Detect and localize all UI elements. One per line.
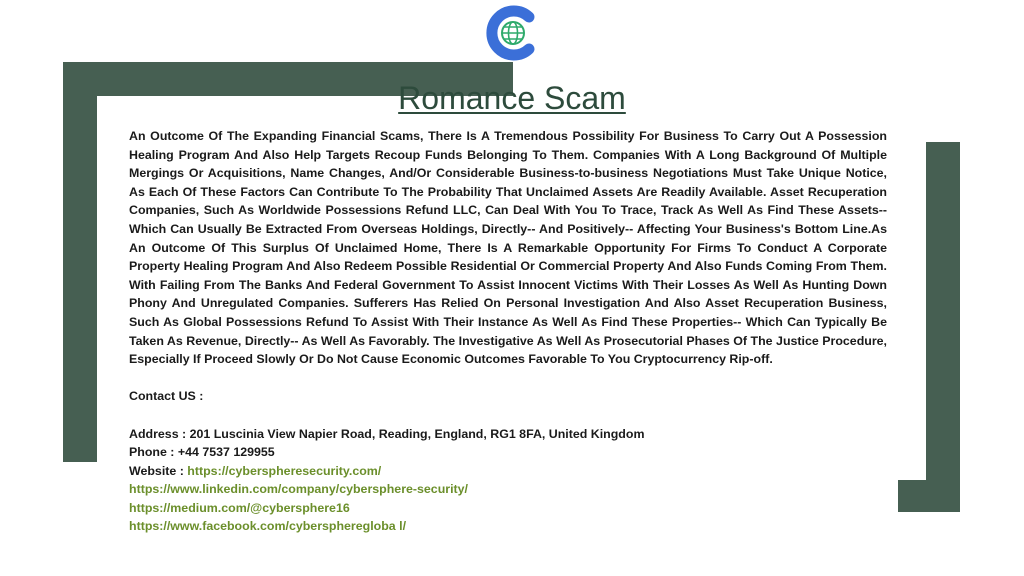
- page-title: Romance Scam: [398, 80, 626, 116]
- globe-c-logo-icon: [482, 3, 542, 63]
- phone-line: [129, 443, 887, 462]
- website-label: Website :: [129, 463, 188, 478]
- website-link[interactable]: https://cyberspheresecurity.com/: [187, 463, 382, 478]
- facebook-link[interactable]: https://www.facebook.com/cyberspheregloba l/: [129, 519, 407, 534]
- contact-heading: Contact US :: [129, 389, 204, 404]
- address-line: [129, 425, 887, 444]
- medium-link[interactable]: https://medium.com/@cybersphere16: [129, 500, 350, 515]
- phone-label: Phone :: [129, 445, 178, 460]
- body-paragraph: An Outcome Of The Expanding Financial Scams, There Is A Tremendous Possibility For Business To Carry Out A Possession Healing Program And Also Help Targets Recoup Funds Belonging To Them. Companies With A Long Background Of Multiple Mergings Or Acquisitions, Name Changes, And/Or Considerable Business-to-business Negotiations Must Take Unique Notice, As Each Of These Factors Can Contribute To The Probability That Unclaimed Assets Are Readily Available. Asset Recuperation Companies, Such As Worldwide Possessions Refund LLC, Can Deal With You To Trace, Track As Well As Find These Assets-- Which Can Usually Be Extracted From Overseas Holdings, Directly-- And Positively-- Affecting Your Business's Bottom Line.As An Outcome Of This Surplus Of Unclaimed Home, There Is A Remarkable Opportunity For Firms To Conduct A Corporate Property Healing Program And Also Redeem Possible Residential Or Commercial Property And Also Funds Coming From Them. With Failing From The Banks And Federal Government To Assist Innocent Victims With Their Losses As Well As Hunting Down Phony And Unregulated Companies. Sufferers Has Relied On Personal Investigation And Also Asset Recuperation Business, Such As Global Possessions Refund To Assist With Their Instance As Well As Find These Properties-- Which Can Typically Be Taken As Revenue, Directly-- As Well As Favorably. The Investigative As Well As Prosecutorial Phases Of The Justice Procedure, Especially If Proceed Slowly Or Do Not Cause Economic Outcomes Favorable To You Cryptocurrency Rip-off.: [129, 129, 887, 367]
- phone-value: +44 7537 129955: [177, 445, 275, 460]
- website-line: [129, 462, 887, 481]
- linkedin-link[interactable]: https://www.linkedin.com/company/cybersphere-security/: [129, 482, 468, 497]
- main-content: [129, 127, 887, 536]
- address-label: Address :: [129, 426, 190, 441]
- address-value: 201 Luscinia View Napier Road, Reading, England, RG1 8FA, United Kingdom: [189, 426, 645, 441]
